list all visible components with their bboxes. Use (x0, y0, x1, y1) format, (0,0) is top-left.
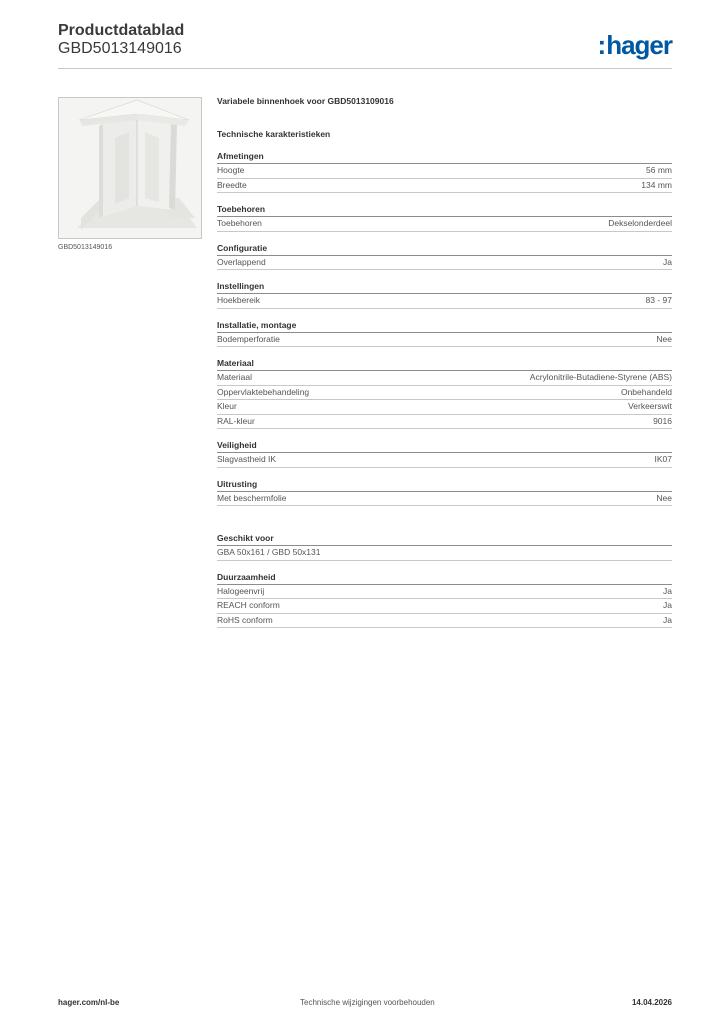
spec-label: Toebehoren (217, 218, 262, 228)
product-code: GBD5013149016 (58, 40, 182, 57)
footer-date: 14.04.2026 (631, 998, 672, 1007)
page-title: Productdatablad (58, 22, 185, 39)
section-title: Technische karakteristieken (217, 129, 331, 139)
spec-row (217, 294, 672, 309)
spec-label: Oppervlaktebehandeling (217, 386, 310, 397)
spec-value: Verkeerswit (628, 401, 672, 411)
spec-group (217, 439, 672, 468)
spec-row (217, 585, 672, 600)
spec-row (217, 256, 672, 271)
spec-label: Materiaal (217, 372, 252, 382)
spec-value: Nee (656, 492, 672, 503)
spec-value: Nee (656, 333, 672, 344)
spec-group-title: Duurzaamheid (217, 571, 672, 585)
spec-group-title: Uitrusting (217, 478, 672, 492)
spec-label: Overlappend (217, 256, 266, 267)
spec-group (217, 150, 672, 193)
spec-row (217, 546, 672, 561)
spec-group-title: Materiaal (217, 357, 672, 371)
spec-value: 9016 (653, 415, 672, 426)
spec-label: Hoogte (217, 165, 245, 175)
spec-group (217, 357, 672, 429)
spec-value: Acrylonitrile-Butadiene-Styrene (ABS) (529, 372, 672, 382)
spec-group-title: Geschikt voor (217, 532, 672, 546)
spec-row (217, 179, 672, 194)
header-divider (58, 68, 672, 69)
corner-piece-illustration (59, 98, 201, 238)
spec-group-title: Configuratie (217, 242, 672, 256)
spec-label: GBA 50x161 / GBD 50x131 (217, 547, 321, 557)
spec-row (217, 386, 672, 401)
spec-label: Bodemperforatie (217, 333, 280, 344)
spec-group (217, 532, 672, 561)
spec-row (217, 614, 672, 629)
spec-value: Ja (663, 614, 672, 625)
logo-text: hager (606, 30, 672, 60)
spec-label: Met beschermfolie (217, 492, 287, 503)
product-name: Variabele binnenhoek voor GBD5013109016 (217, 96, 394, 106)
spec-row (217, 164, 672, 179)
spec-value: Ja (663, 585, 672, 596)
spec-value: Dekselonderdeel (608, 218, 672, 228)
spec-row (217, 400, 672, 415)
spec-group (217, 571, 672, 629)
spec-row (217, 217, 672, 232)
spec-value: 134 mm (641, 179, 672, 190)
spec-row (217, 453, 672, 468)
image-caption: GBD5013149016 (58, 244, 113, 251)
spec-group-title: Installatie, montage (217, 319, 672, 333)
spec-group-title: Afmetingen (217, 150, 672, 164)
footer-disclaimer: Technische wijzigingen voorbehouden (300, 998, 435, 1007)
footer-website: hager.com/nl-be (58, 998, 120, 1007)
section-gap (217, 516, 672, 532)
spec-value: IK07 (654, 454, 672, 464)
spec-content (217, 94, 672, 638)
spec-value: 56 mm (646, 165, 672, 175)
spec-value: 83 - 97 (645, 295, 672, 305)
spec-group-title: Toebehoren (217, 203, 672, 217)
spec-row (217, 333, 672, 348)
hager-logo (598, 30, 672, 61)
spec-label: Hoekbereik (217, 295, 260, 305)
spec-group (217, 203, 672, 232)
spec-label: Slagvastheid IK (217, 454, 277, 464)
spec-label: Kleur (217, 401, 237, 411)
spec-group-title: Instellingen (217, 280, 672, 294)
spec-label: RAL-kleur (217, 415, 255, 426)
spec-label: RoHS conform (217, 614, 273, 625)
spec-group-title: Veiligheid (217, 439, 672, 453)
spec-row (217, 415, 672, 430)
spec-value: Onbehandeld (620, 386, 672, 397)
spec-label: REACH conform (217, 600, 280, 610)
product-image (58, 97, 202, 239)
spec-label: Breedte (217, 179, 247, 190)
spec-label: Halogeenvrij (217, 585, 265, 596)
spec-value: Ja (663, 600, 672, 610)
spec-row (217, 599, 672, 614)
spec-groups (217, 150, 672, 628)
logo-colon-mark: : (597, 30, 606, 60)
spec-group (217, 319, 672, 348)
spec-group (217, 280, 672, 309)
spec-row (217, 371, 672, 386)
spec-row (217, 492, 672, 507)
spec-group (217, 478, 672, 507)
spec-group (217, 242, 672, 271)
spec-value: Ja (663, 256, 672, 267)
